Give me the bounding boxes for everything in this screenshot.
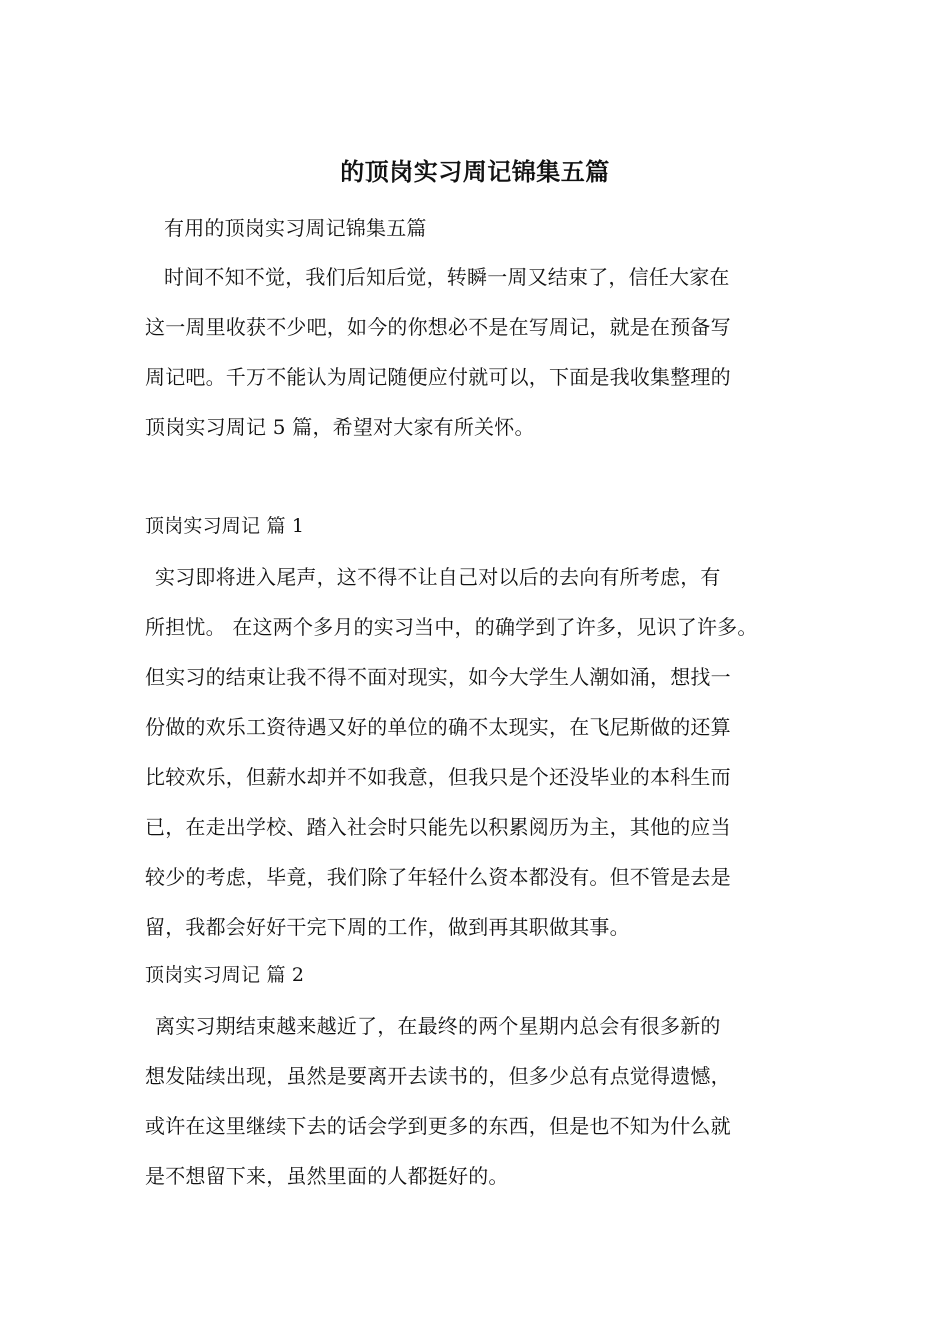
section-line: 所担忧。 在这两个多月的实习当中，的确学到了许多，见识了许多。	[145, 615, 758, 639]
section-line: 留，我都会好好干完下周的工作，做到再其职做其事。	[145, 915, 630, 939]
section-line: 已，在走出学校、踏入社会时只能先以积累阅历为主，其他的应当	[145, 815, 731, 839]
intro-line: 顶岗实习周记 5 篇，希望对大家有所关怀。	[145, 415, 535, 439]
section-heading: 顶岗实习周记 篇 2	[145, 964, 305, 986]
section-line: 份做的欢乐工资待遇又好的单位的确不太现实，在飞尼斯做的还算	[145, 715, 731, 739]
intro-line: 时间不知不觉，我们后知后觉，转瞬一周又结束了，信任大家在	[164, 265, 730, 289]
section-heading: 顶岗实习周记 篇 1	[145, 515, 305, 537]
section-line: 实习即将进入尾声，这不得不让自己对以后的去向有所考虑，有	[155, 565, 721, 589]
section-line: 是不想留下来，虽然里面的人都挺好的。	[145, 1164, 509, 1188]
section-line: 离实习期结束越来越近了，在最终的两个星期内总会有很多新的	[155, 1014, 721, 1038]
document-title: 的顶岗实习周记锦集五篇	[340, 157, 610, 186]
intro-line: 这一周里收获不少吧，如今的你想必不是在写周记，就是在预备写	[145, 315, 731, 339]
intro-line: 周记吧。千万不能认为周记随便应付就可以，下面是我收集整理的	[145, 365, 731, 389]
section-line: 比较欢乐，但薪水却并不如我意，但我只是个还没毕业的本科生而	[145, 765, 731, 789]
section-line: 或许在这里继续下去的话会学到更多的东西，但是也不知为什么就	[145, 1114, 731, 1138]
document-subtitle: 有用的顶岗实习周记锦集五篇	[164, 216, 427, 240]
section-line: 较少的考虑，毕竟，我们除了年轻什么资本都没有。但不管是去是	[145, 865, 731, 889]
section-line: 但实习的结束让我不得不面对现实，如今大学生人潮如涌，想找一	[145, 665, 731, 689]
section-line: 想发陆续出现，虽然是要离开去读书的，但多少总有点觉得遗憾，	[145, 1064, 731, 1088]
